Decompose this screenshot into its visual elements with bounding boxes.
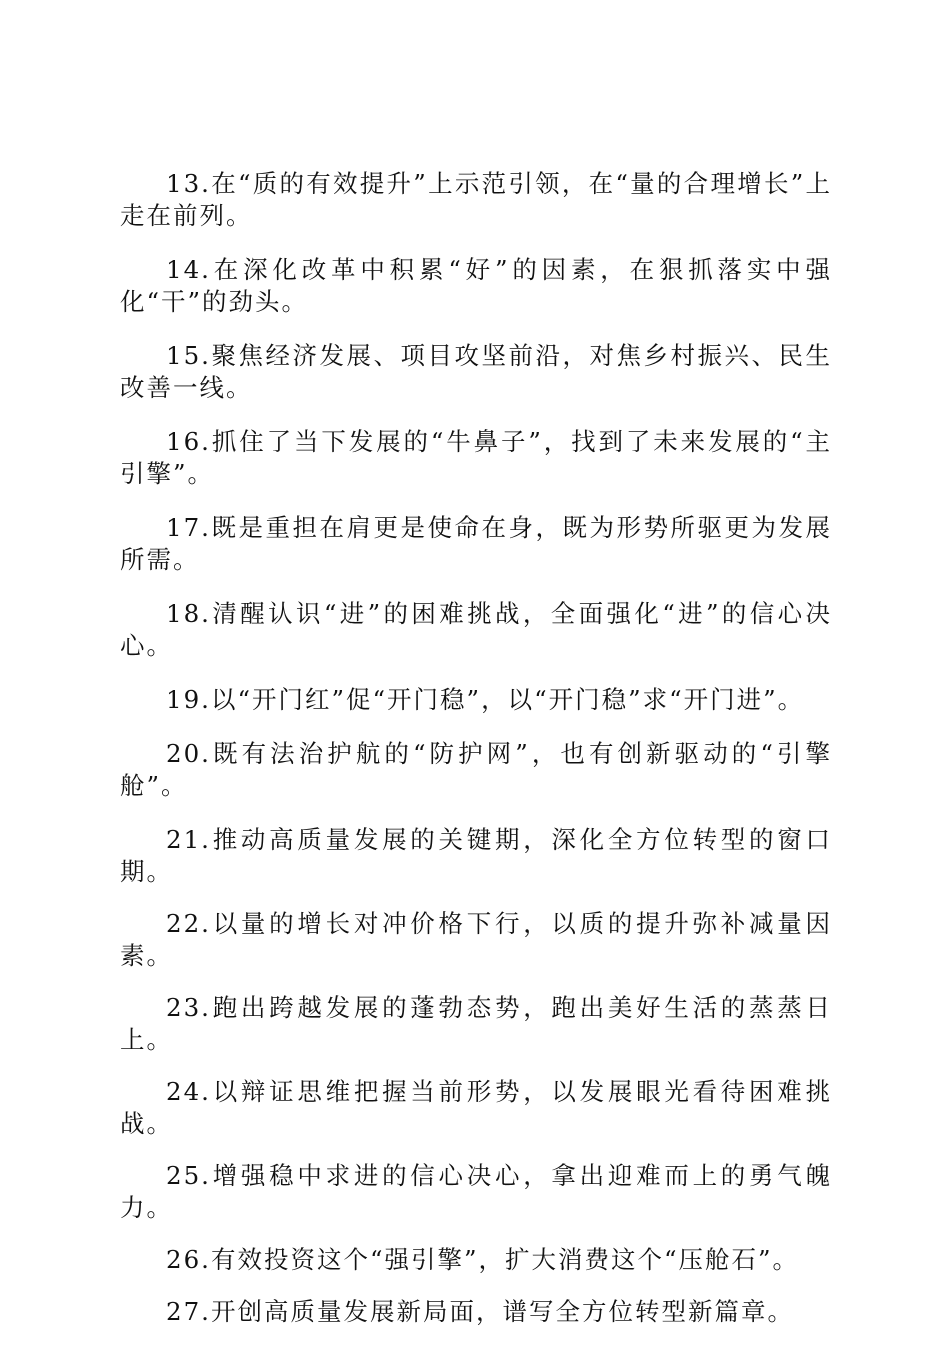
list-item-16: 16.抓住了当下发展的“牛鼻子”，找到了未来发展的“主引擎”。 — [120, 427, 832, 488]
list-item-21: 21.推动高质量发展的关键期，深化全方位转型的窗口期。 — [120, 825, 832, 886]
list-item-25: 25.增强稳中求进的信心决心，拿出迎难而上的勇气魄力。 — [120, 1161, 832, 1222]
list-item-14: 14.在深化改革中积累“好”的因素，在狠抓落实中强化“干”的劲头。 — [120, 255, 832, 316]
list-item-18: 18.清醒认识“进”的困难挑战，全面强化“进”的信心决心。 — [120, 599, 832, 660]
list-item-22: 22.以量的增长对冲价格下行，以质的提升弥补减量因素。 — [120, 909, 832, 970]
list-item-20: 20.既有法治护航的“防护网”，也有创新驱动的“引擎舱”。 — [120, 739, 832, 800]
list-item-13: 13.在“质的有效提升”上示范引领，在“量的合理增长”上走在前列。 — [120, 169, 832, 230]
list-item-27: 27.开创高质量发展新局面，谱写全方位转型新篇章。 — [166, 1297, 794, 1326]
list-item-24: 24.以辩证思维把握当前形势，以发展眼光看待困难挑战。 — [120, 1077, 832, 1138]
list-item-23: 23.跑出跨越发展的蓬勃态势，跑出美好生活的蒸蒸日上。 — [120, 993, 832, 1054]
list-item-19: 19.以“开门红”促“开门稳”，以“开门稳”求“开门进”。 — [166, 685, 805, 714]
document-body — [120, 168, 832, 1348]
list-item-17: 17.既是重担在肩更是使命在身，既为形势所驱更为发展所需。 — [120, 513, 832, 574]
list-item-26: 26.有效投资这个“强引擎”，扩大消费这个“压舱石”。 — [166, 1245, 800, 1274]
list-item-15: 15.聚焦经济发展、项目攻坚前沿，对焦乡村振兴、民生改善一线。 — [120, 341, 832, 402]
